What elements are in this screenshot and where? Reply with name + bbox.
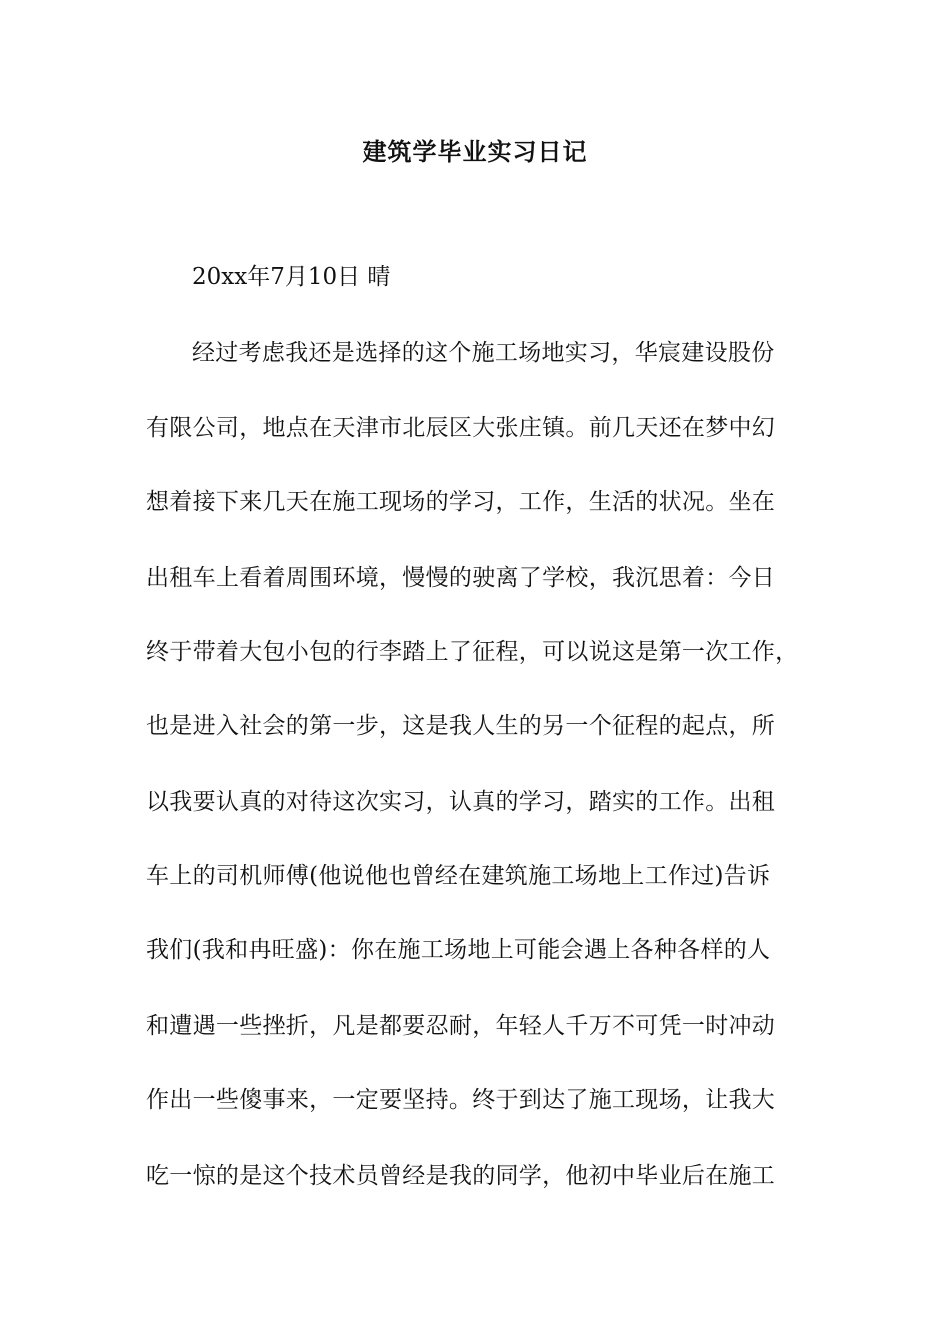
paragraph-line-11: 作出一些傻事来，一定要坚持。终于到达了施工现场，让我大 (146, 1087, 776, 1113)
paragraph-line-5: 终于带着大包小包的行李踏上了征程，可以说这是第一次工作， (146, 639, 799, 665)
document-title: 建筑学毕业实习日记 (362, 137, 588, 166)
paragraph-line-7: 以我要认真的对待这次实习，认真的学习，踏实的工作。出租 (146, 789, 776, 815)
paragraph-line-9: 我们(我和冉旺盛)：你在施工场地上可能会遇上各种各样的人 (146, 937, 771, 963)
paragraph-line-1: 经过考虑我还是选择的这个施工场地实习，华宸建设股份 (192, 340, 775, 366)
paragraph-line-12: 吃一惊的是这个技术员曾经是我的同学，他初中毕业后在施工 (146, 1163, 776, 1189)
paragraph-line-10: 和遭遇一些挫折，凡是都要忍耐，年轻人千万不可凭一时冲动 (146, 1013, 776, 1039)
paragraph-line-2: 有限公司，地点在天津市北辰区大张庄镇。前几天还在梦中幻 (146, 415, 776, 441)
paragraph-line-6: 也是进入社会的第一步，这是我人生的另一个征程的起点，所 (146, 713, 776, 739)
paragraph-line-4: 出租车上看着周围环境，慢慢的驶离了学校，我沉思着：今日 (146, 565, 776, 591)
paragraph-line-8: 车上的司机师傅(他说他也曾经在建筑施工场地上工作过)告诉 (146, 863, 771, 889)
diary-date-weather: 20xx年7月10日 晴 (192, 264, 391, 290)
paragraph-line-3: 想着接下来几天在施工现场的学习，工作，生活的状况。坐在 (146, 489, 776, 515)
